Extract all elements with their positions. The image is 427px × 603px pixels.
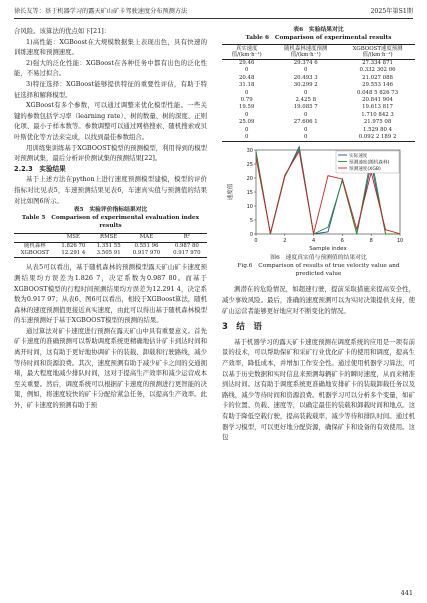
table-cell: 0.048 5 826 73 (356, 89, 399, 96)
x-tick-label: 6 (340, 238, 344, 245)
section-heading: 2.2.3 实验结果 (14, 164, 66, 173)
y-tick-label: 30 (246, 148, 253, 155)
table-6-grid (222, 44, 415, 142)
section-heading-3 (222, 322, 415, 333)
x-tick-label: 4 (312, 238, 316, 245)
table-cell: 0.987 80 (174, 242, 199, 249)
paragraph: 基于上述方法在python上进行速度预测模型建模，模型的评价指标对比见表5，车速预测结果见表6，车速真实值与预测值的结果对比如图6所示。 (14, 175, 207, 205)
table-cell: 19.613 817 (362, 104, 393, 111)
table-row (222, 112, 415, 119)
left-column (14, 26, 207, 411)
table-cell: 19.085 7 (293, 104, 318, 111)
speed-comparison-chart (222, 142, 415, 254)
table-header: MSE (56, 234, 91, 242)
table-6-caption-cn: 表6 实验结果对比 (293, 27, 344, 33)
y-tick-label: 0 (249, 232, 253, 239)
table-5-grid (14, 233, 207, 258)
table-row (222, 104, 415, 111)
figure-caption-en-2: predicted value (295, 271, 342, 278)
paragraph: 用训练集训练基于XGBOOST模型的预测模型，利用得到的模型对预测试集，最后分析评价测试集的预测结果[22]。 (14, 143, 207, 163)
paragraph: 合风险。该算法的优点如下[21]： (14, 27, 111, 35)
table-header: RMSE (91, 234, 126, 242)
y-axis-label: 速度值 (228, 184, 234, 201)
table-header: MAE (126, 234, 166, 242)
table-row (222, 119, 415, 126)
table-cell: 0 (304, 67, 308, 74)
y-tick-label: 20 (246, 176, 253, 183)
table-cell: 0 (244, 67, 249, 74)
y-tick-label: 10 (246, 204, 253, 211)
figure-6 (222, 142, 415, 254)
table-cell: 21.975 08 (363, 119, 392, 126)
table-cell: 20.48 (238, 74, 255, 81)
table-cell: 0 (222, 134, 271, 142)
table-row (222, 82, 415, 89)
table-cell: 1.351 55 (96, 242, 121, 249)
table-5-caption-cn: 表5 实验评价指标结果对比 (73, 207, 148, 214)
table-cell: 1.710 842 3 (361, 111, 394, 118)
figure-caption-en-1: Fig.6 Comparison of results of true velocity value and (237, 263, 400, 270)
table-header: XGBOOST速度预测值/(km·h⁻¹) (340, 45, 415, 60)
table-row (222, 134, 415, 142)
paragraph: 从表5可以看出，基于随机森林的预测模型露天矿山矿卡速度预测结果均方误差为1.826 7，决定系数为0.987 80。而基于XGBOOST模型的行程时间预测结果均方误差为12.291 4，决定系数为0.917 97；从表6、图6可以看出，相较于XGBoost算法，随机森林的速度预测值更接近真实速度，由此可以得出基于随机森林模型的车速预测好于基于XGBOOST模型的预测的结果。 (14, 263, 207, 325)
table-cell: 0 (304, 89, 308, 96)
table-cell: 1.529 80 4 (362, 126, 393, 133)
legend-label: 预测速度(XGB) (349, 167, 381, 173)
x-tick-label: 2 (283, 238, 287, 245)
x-tick-label: 8 (369, 238, 373, 245)
table-6-body (222, 60, 415, 142)
paragraph: 2)强大的泛化性能：XGBoost在各种任务中都有出色的泛化性能，不易过拟合。 (14, 58, 207, 78)
figure-caption-cn: 图6 速度真实值与预测值的结果对比 (270, 255, 367, 262)
table-cell: 27.606 1 (293, 119, 318, 126)
paragraph: 通过算法对矿卡速度进行预测在露天矿山中具有重要意义。首先矿卡速度的准确预测可以帮助调度系统更精确地估计矿卡到达时间和离开时间，这有助于更好地协调矿卡的装载、卸载和行驶路线，减少等待时间和资源浪费。其次，速度预测有助于减少矿卡之间的交通拥堵，最大程度地减少排队时间，这对于提高生产效率和减少运营成本至关重要。然后，调度系统可以根据矿卡速度的预测进行更智能的决策，例如，将速度较快的矿卡分配给紧急任务，以提高生产效率。此外，矿卡速度的预测有助于预 (14, 326, 207, 410)
table-cell: 0 (304, 126, 308, 133)
header-authors-title: 徐长友等：基于机器学习的露天矿山矿卡驾驶速度分布预测方法 (14, 8, 188, 15)
table-cell: 30.299 2 (293, 82, 318, 89)
paragraph: 测潜在的危险情况，如超速行驶，提前采取措施来提高安全性，减少事故风险。最后，准确的速度预测可以为实时决策提供支持，使矿山运营者能够更好地应对不断变化的情况。 (222, 285, 415, 315)
table-cell: 随机森林 (24, 242, 46, 249)
table-6 (222, 26, 415, 142)
table-cell: 2.425 8 (295, 97, 317, 104)
table-5-caption-en: Table 5 Comparison of experimental evaluation index results (21, 215, 200, 230)
y-tick-label: 5 (249, 218, 253, 225)
y-tick-label: 25 (246, 162, 253, 169)
table-cell: 0.332 302 06 (359, 67, 396, 74)
table-6-caption-en: Table 6 Comparison of experimental results (245, 35, 392, 41)
table-cell: 20.841 904 (362, 97, 393, 104)
table-cell: 19.59 (238, 104, 255, 111)
table-cell: 29.374 6 (293, 60, 318, 66)
paragraph: XGBoost有多个参数，可以通过调整来优化模型性能。一些关键的参数包括学习率（learning rate）、树的数量、树的深度、正则化项、最小子样本数等。参数调整可以通过网格搜索、随机搜索或贝叶斯优化等方法来完成，以找到最佳参数组合。 (14, 101, 207, 141)
table-cell: 3.505 91 (91, 250, 126, 258)
legend-label: 预测速度(随机森林) (349, 160, 390, 166)
table-header: 随机森林速度预测值/(km·h⁻¹) (271, 45, 340, 60)
x-tick-label: 10 (396, 238, 404, 245)
table-header: R² (167, 234, 207, 242)
table-cell: 0.79 (240, 97, 253, 104)
table-row (222, 67, 415, 74)
table-cell: 0 (304, 111, 308, 118)
page-number: 441 (400, 589, 413, 597)
table-row (222, 90, 415, 97)
table-cell: 1.826 70 (61, 242, 86, 249)
table-row (14, 242, 207, 250)
table-cell: XGBOOST (14, 250, 56, 258)
table-cell: 12.291 4 (56, 250, 91, 258)
y-tick-label: 15 (246, 190, 253, 197)
section-number: 3 (222, 322, 228, 333)
table-row (222, 97, 415, 104)
table-cell: 0.551 96 (134, 242, 159, 249)
table-cell: 0 (244, 111, 249, 118)
table-cell: 0 (244, 89, 249, 96)
table-cell: 0 (271, 134, 340, 142)
table-row (222, 75, 415, 82)
x-tick-label: 0 (254, 238, 258, 245)
right-column (222, 26, 415, 443)
table-cell: 25.09 (238, 119, 255, 126)
table-cell: 27.334 871 (362, 60, 393, 66)
running-header (14, 6, 413, 19)
legend-label: 实际速度 (349, 154, 368, 160)
table-header: 真实速度值/(km·h⁻¹) (222, 45, 271, 60)
header-issue: 2025年第S1期 (370, 8, 413, 15)
table-row (14, 250, 207, 258)
table-cell: 0.917 970 (126, 250, 166, 258)
table-cell: 29.46 (238, 60, 255, 66)
table-cell: 0.092 2 189 2 (340, 134, 415, 142)
x-axis-label: Sample index (309, 246, 347, 253)
section-title: 结 语 (236, 322, 262, 333)
table-cell: 31.18 (238, 82, 255, 89)
table-cell: 21.027 088 (362, 74, 393, 81)
paragraph: 1)高性能：XGBoost在大规模数据集上表现出色，具有快速的训练速度和预测速度。 (14, 37, 207, 57)
table-row (222, 60, 415, 68)
table-cell: 0.917 970 (167, 250, 207, 258)
paragraph: 基于机器学习的露天矿卡速度预测在调度系统的应用是一项有前景的技术，可以帮助保矿和采矿行业优化矿卡的使用和调度，提高生产效率，降低成本，并增加工作安全性。通过使用机器学习算法，可以基于历史数据和实时信息来预测每辆矿卡的瞬时速度，从而来精准到达时间。这有助于调度系统更准确地安排矿卡的装载卸载任务以及路线，减少等待时间和资源浪费。机器学习可以分析多个变量，如矿卡的位置、负载、速度等，以确定最佳的装载和卸载时间和地点。这有助于降低空载行驶，提高装载载率，减少等待和排队时间。通过机器学习模型，可以更好地分配资源，确保矿卡和设备的有效使用。这包 (222, 337, 415, 442)
table-row (222, 127, 415, 134)
paragraph: 3)特征选择：XGBoost能够提供特征的重要性评估，有助于特征选择和解释模型。 (14, 79, 207, 99)
table-header (14, 234, 56, 242)
table-cell: 0 (244, 126, 249, 133)
table-cell: 29.553 146 (362, 82, 393, 89)
table-cell: 20.493 3 (293, 74, 318, 81)
table-5 (14, 206, 207, 258)
